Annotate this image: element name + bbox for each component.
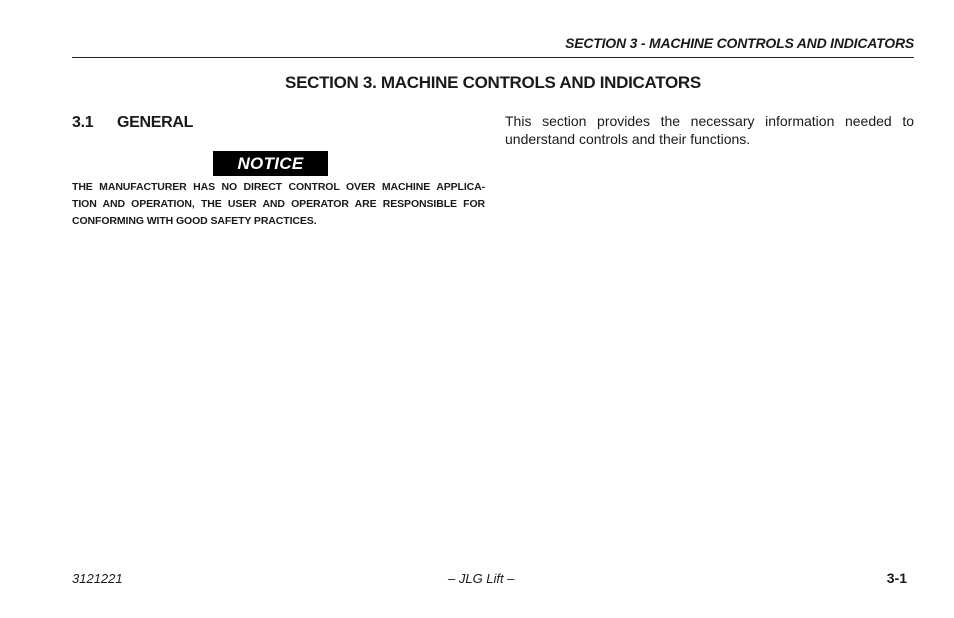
subsection-heading [72, 114, 193, 132]
body-line: understand controls and their functions. [505, 131, 751, 147]
footer-doc-number: 3121221 [72, 571, 123, 586]
notice-line: TION AND OPERATION, THE USER AND OPERATOR ARE RESPONSIBLE FOR [72, 198, 485, 210]
running-header: SECTION 3 - MACHINE CONTROLS AND INDICATORS [565, 35, 914, 51]
header-rule [72, 57, 914, 58]
body-line: This section provides the necessary information needed to [505, 113, 914, 129]
footer-brand: – JLG Lift – [448, 571, 515, 586]
notice-badge: NOTICE [213, 151, 328, 176]
footer-page-number: 3-1 [886, 570, 907, 586]
subsection-number: 3.1 [72, 114, 94, 131]
body-paragraph [505, 112, 914, 148]
section-title: SECTION 3. MACHINE CONTROLS AND INDICATORS [285, 73, 701, 92]
notice-line: CONFORMING WITH GOOD SAFETY PRACTICES. [72, 215, 317, 227]
notice-line: THE MANUFACTURER HAS NO DIRECT CONTROL OVER MACHINE APPLICA- [72, 181, 485, 193]
subsection-title: GENERAL [117, 114, 194, 131]
notice-text [72, 179, 485, 230]
